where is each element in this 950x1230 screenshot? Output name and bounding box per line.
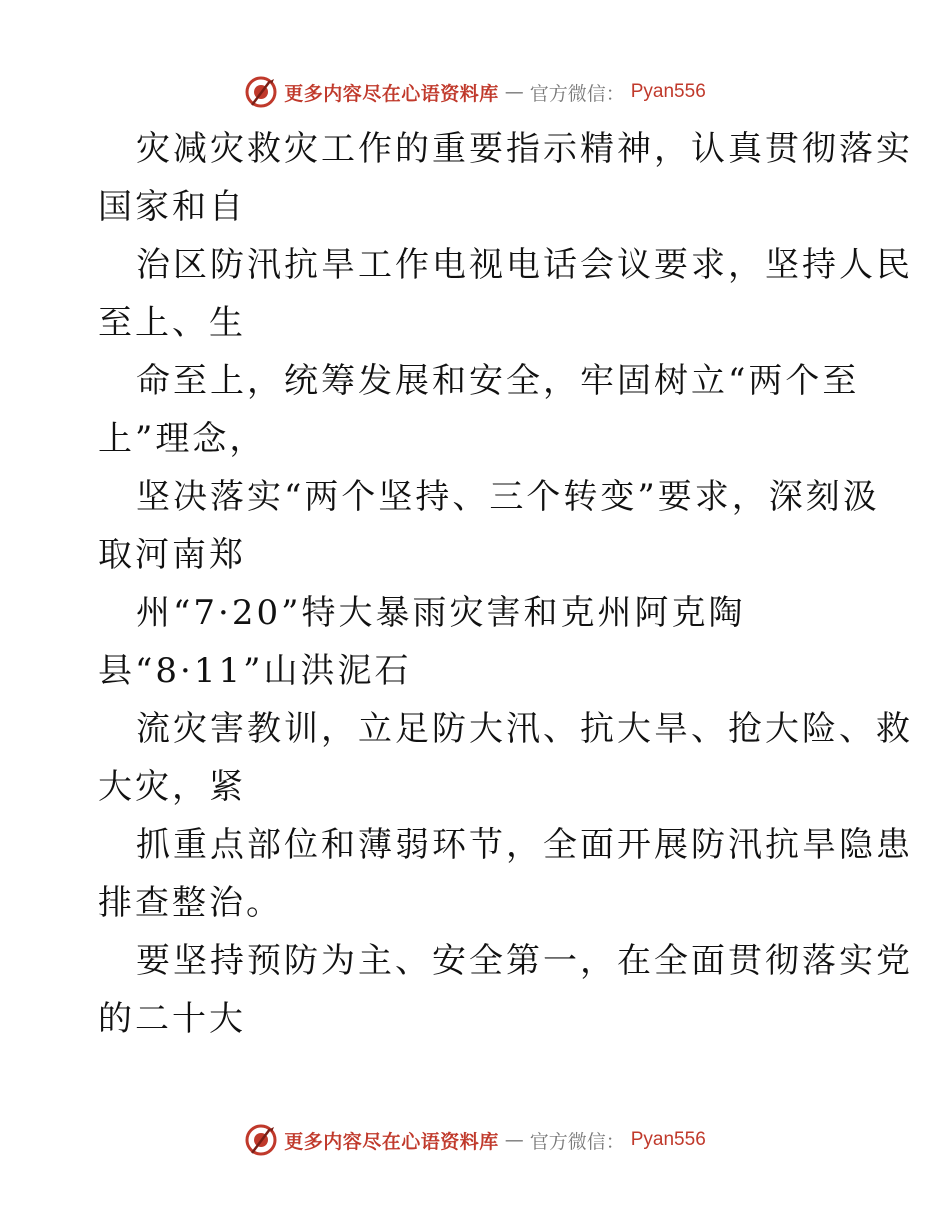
body-line: 取河南郑: [98, 535, 246, 575]
watermark-dash: —: [504, 1129, 524, 1151]
body-line: 治区防汛抗旱工作电视电话会议要求，坚持人民: [136, 245, 913, 285]
watermark-id: Pyan556: [630, 81, 706, 102]
body-line: 县“8·11”山洪泥石: [98, 651, 412, 691]
body-line: 国家和自: [98, 187, 246, 227]
body-line: 要坚持预防为主、安全第一，在全面贯彻落实党: [136, 941, 913, 981]
body-line: 州“7·20”特大暴雨灾害和克州阿克陶: [136, 593, 746, 633]
watermark-label: 官方微信：: [529, 1130, 625, 1153]
watermark-label: 官方微信：: [529, 82, 625, 105]
body-line: 坚决落实“两个坚持、三个转变”要求，深刻汲: [136, 477, 880, 517]
body-line: 排查整治。: [98, 883, 283, 923]
body-line: 的二十大: [98, 999, 246, 1039]
quill-logo-icon: [244, 1123, 278, 1157]
header-watermark: [0, 72, 950, 112]
body-line: 抓重点部位和薄弱环节，全面开展防汛抗旱隐患: [136, 825, 913, 865]
document-body: [98, 120, 913, 1048]
watermark-id: Pyan556: [630, 1129, 706, 1150]
watermark-main-text: 更多内容尽在心语资料库: [284, 1130, 499, 1153]
body-line: 上”理念，: [98, 419, 267, 459]
quill-logo-icon: [244, 75, 278, 109]
watermark-main-text: 更多内容尽在心语资料库: [284, 82, 499, 105]
body-line: 至上、生: [98, 303, 246, 343]
body-line: 灾减灾救灾工作的重要指示精神，认真贯彻落实: [136, 129, 913, 169]
body-line: 大灾，紧: [98, 767, 246, 807]
body-line: 流灾害教训，立足防大汛、抗大旱、抢大险、救: [136, 709, 913, 749]
body-line: 命至上，统筹发展和安全，牢固树立“两个至: [136, 361, 860, 401]
footer-watermark: [0, 1120, 950, 1160]
watermark-dash: —: [504, 81, 524, 103]
